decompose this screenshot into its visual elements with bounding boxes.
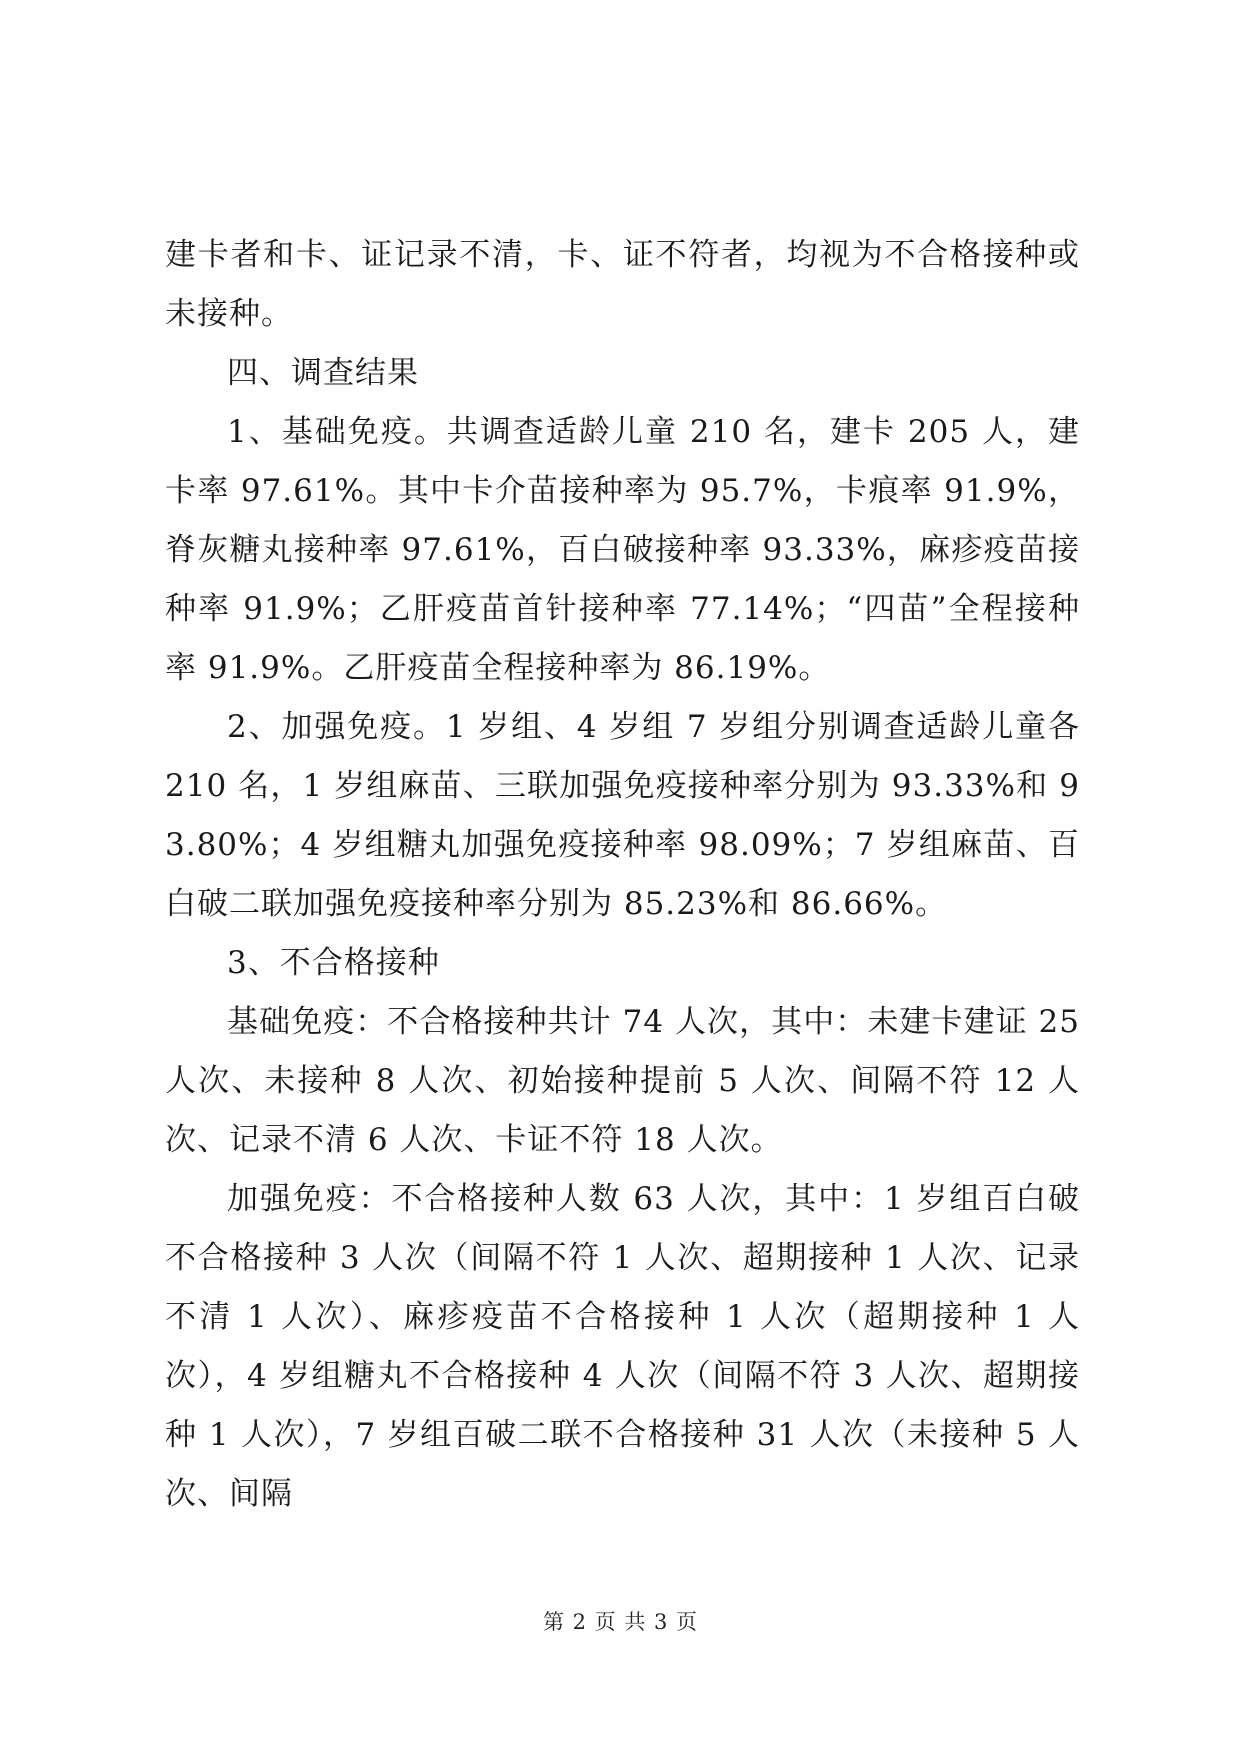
page-footer <box>0 1606 1241 1636</box>
section-heading-results: 四、调查结果 <box>227 355 419 391</box>
paragraph-booster-unqualified: 加强免疫：不合格接种人数 63 人次，其中：1 岁组百白破不合格接种 3 人次（间隔不符 1 人次、超期接种 1 人次、记录不清 1 人次）、麻疹疫苗不合格接种 1 人次（超期接种 1 人次），4 岁组糖丸不合格接种 4 人次（间隔不符 3 人次、超期接种 1 人次），7 岁组百破二联不合格接种 31 人次（未接种 5 人次、间隔 <box>165 1181 1080 1512</box>
paragraph-basic-immunization: 1、基础免疫。共调查适龄儿童 210 名，建卡 205 人，建卡率 97.61%。其中卡介苗接种率为 95.7%，卡痕率 91.9%，脊灰糖丸接种率 97.61%，百白破接种率 93.33%，麻疹疫苗接种率 91.9%；乙肝疫苗首针接种率 77.14%；“四苗”全程接种率 91.9%。乙肝疫苗全程接种率为 86.19%。 <box>165 414 1080 686</box>
page-number-label: 第 2 页 共 3 页 <box>542 1610 699 1634</box>
document-body <box>165 226 1080 1524</box>
paragraph-basic-unqualified: 基础免疫：不合格接种共计 74 人次，其中：未建卡建证 25 人次、未接种 8 人次、初始接种提前 5 人次、间隔不符 12 人次、记录不清 6 人次、卡证不符 18 人次。 <box>165 1004 1080 1158</box>
paragraph-booster-immunization: 2、加强免疫。1 岁组、4 岁组 7 岁组分别调查适龄儿童各 210 名，1 岁组麻苗、三联加强免疫接种率分别为 93.33%和 93.80%；4 岁组糖丸加强免疫接种率 98.09%；7 岁组麻苗、百白破二联加强免疫接种率分别为 85.23%和 86.66%。 <box>165 709 1080 922</box>
subheading-unqualified-vaccination: 3、不合格接种 <box>227 945 440 981</box>
paragraph-continuation: 建卡者和卡、证记录不清，卡、证不符者，均视为不合格接种或未接种。 <box>165 237 1080 332</box>
